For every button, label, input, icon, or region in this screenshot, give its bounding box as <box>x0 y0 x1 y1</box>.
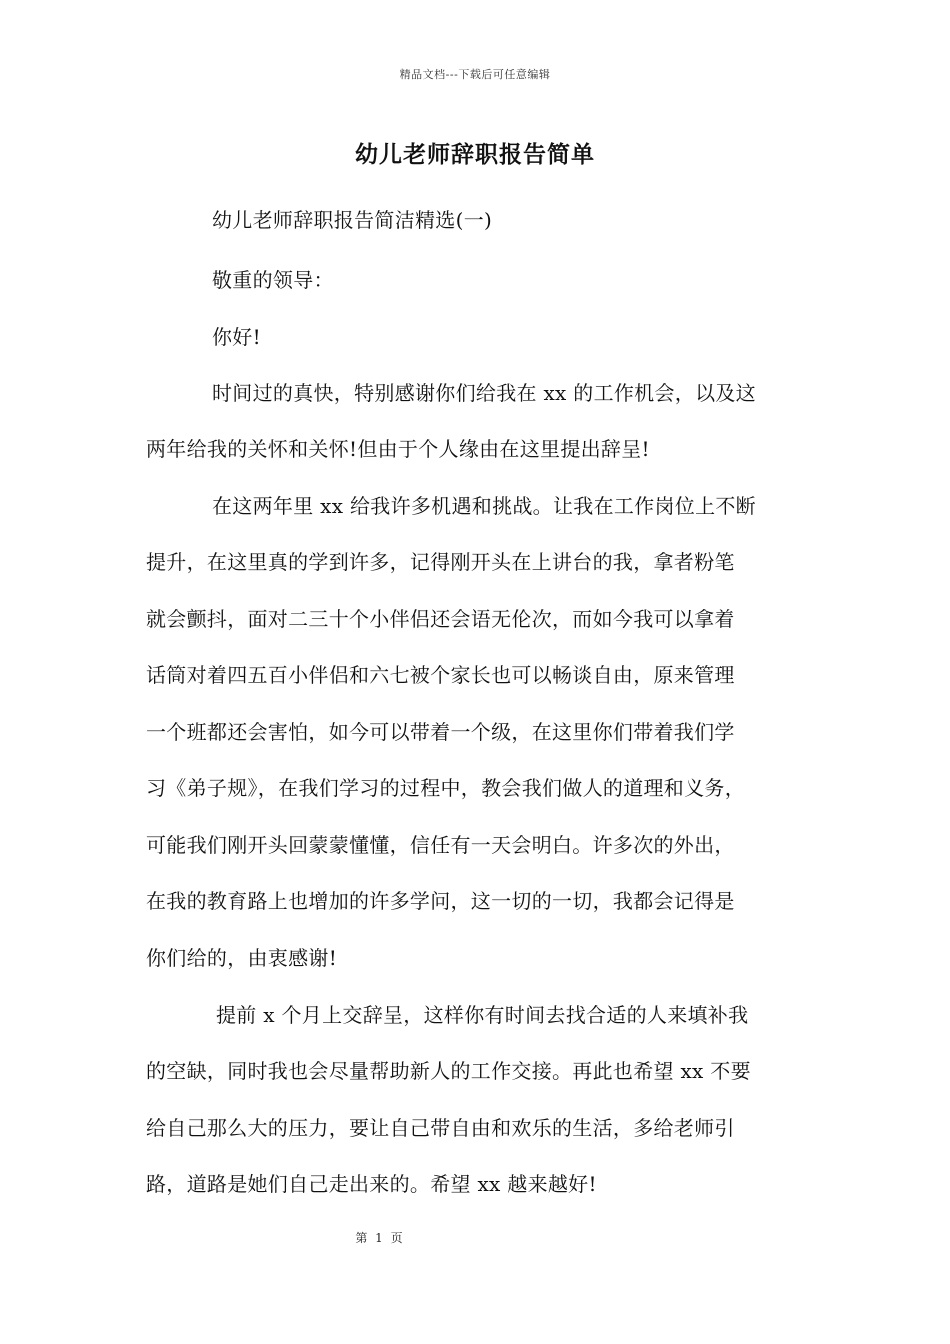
greeting-line: 你好! <box>212 325 261 349</box>
header-note: 精品文档---下载后可任意编辑 <box>399 68 551 81</box>
subtitle-line: 幼儿老师辞职报告简洁精选(一) <box>212 208 493 232</box>
salutation-line: 敬重的领导： <box>212 268 334 292</box>
body-line: 提升，在这里真的学到许多，记得刚开头在上讲台的我，拿者粉笔 <box>146 550 735 574</box>
body-line: 在我的教育路上也增加的许多学问，这一切的一切，我都会记得是 <box>146 889 735 913</box>
body-line: 在这两年里 xx 给我许多机遇和挑战。让我在工作岗位上不断 <box>212 494 756 518</box>
body-line: 时间过的真快，特别感谢你们给我在 xx 的工作机会，以及这 <box>212 381 756 405</box>
body-line: 习《弟子规》，在我们学习的过程中，教会我们做人的道理和义务， <box>146 776 745 800</box>
body-line: 一个班都还会害怕，如今可以带着一个级，在这里你们带着我们学 <box>146 720 735 744</box>
body-line: 的空缺，同时我也会尽量帮助新人的工作交接。再此也希望 xx 不要 <box>146 1059 751 1083</box>
body-line: 就会颤抖，面对二三十个小伴侣还会语无伦次，而如今我可以拿着 <box>146 607 735 631</box>
body-line: 两年给我的关怀和关怀!但由于个人缘由在这里提出辞呈! <box>146 437 650 461</box>
body-line: 你们给的，由衷感谢! <box>146 946 338 970</box>
body-line: 提前 x 个月上交辞呈，这样你有时间去找合适的人来填补我 <box>216 1003 749 1027</box>
body-line: 可能我们刚开头回蒙蒙懂懂，信任有一天会明白。许多次的外出， <box>146 833 735 857</box>
page-number: 第 1 页 <box>355 1231 405 1245</box>
body-line: 给自己那么大的压力，要让自己带自由和欢乐的生活，多给老师引 <box>146 1116 735 1140</box>
document-title: 幼儿老师辞职报告简单 <box>355 141 595 168</box>
body-line: 路，道路是她们自己走出来的。希望 xx 越来越好! <box>146 1172 597 1196</box>
body-line: 话筒对着四五百小伴侣和六七被个家长也可以畅谈自由，原来管理 <box>146 663 735 687</box>
